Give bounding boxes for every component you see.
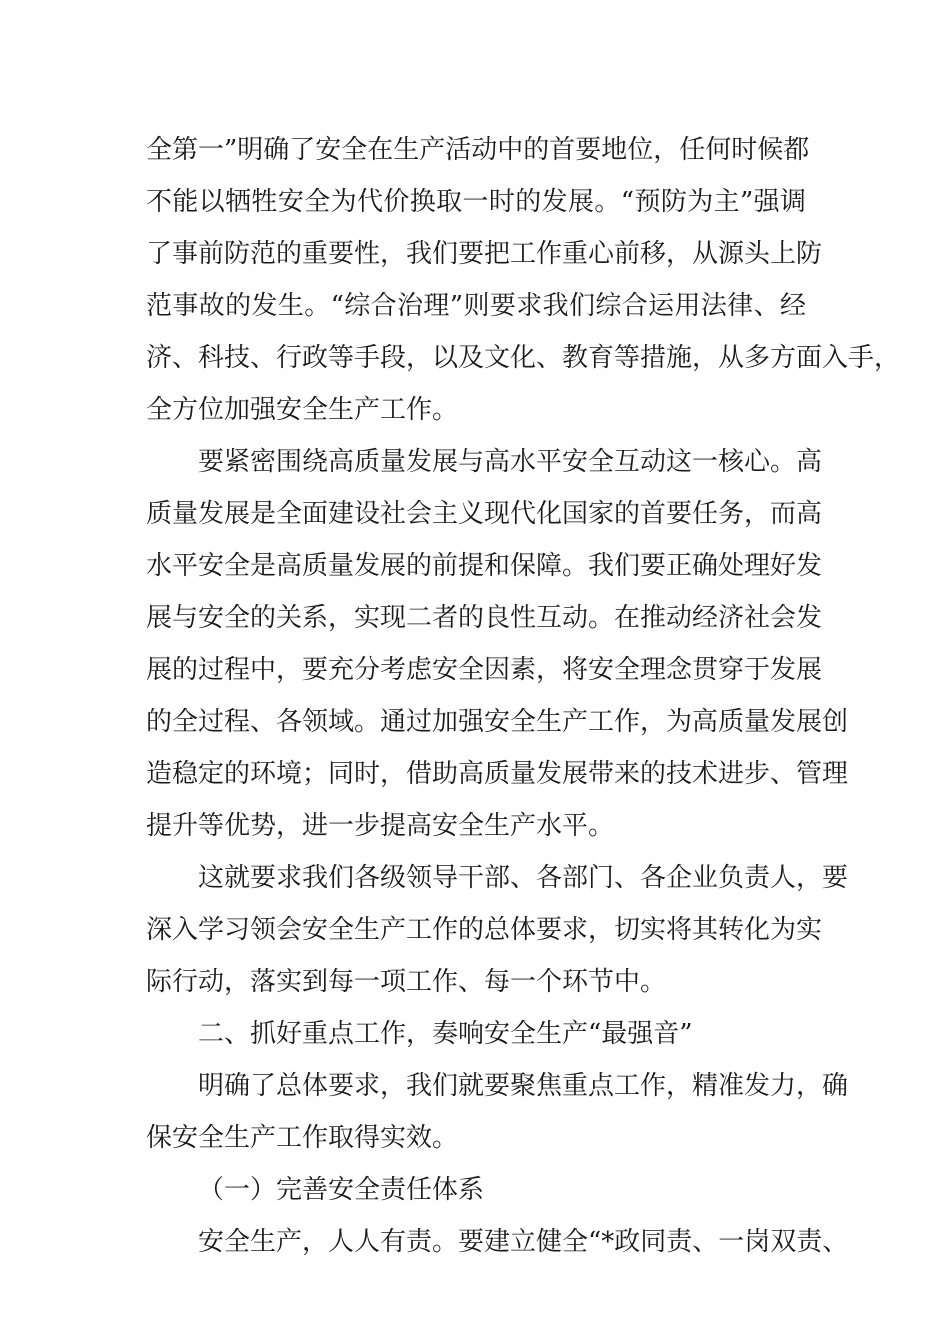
paragraph-line: 展的过程中，要充分考虑安全因素，将安全理念贯穿于发展 <box>146 655 823 685</box>
document-body <box>146 124 901 1268</box>
paragraph-line: 造稳定的环境；同时，借助高质量发展带来的技术进步、管理 <box>146 759 849 789</box>
paragraph-line: 这就要求我们各级领导干部、各部门、各企业负责人，要 <box>198 863 849 893</box>
paragraph-line: 明确了总体要求，我们就要聚焦重点工作，精准发力，确 <box>198 1071 849 1101</box>
paragraph-line: 安全生产，人人有责。要建立健全“*政同责、一岗双责、 <box>198 1227 849 1257</box>
paragraph-line: 要紧密围绕高质量发展与高水平安全互动这一核心。高 <box>198 447 823 477</box>
paragraph-line: 保安全生产工作取得实效。 <box>146 1123 459 1153</box>
paragraph-line: 际行动，落实到每一项工作、每一个环节中。 <box>146 967 667 997</box>
subsection-heading: （一）完善安全责任体系 <box>198 1175 485 1205</box>
paragraph-line: 范事故的发生。“综合治理”则要求我们综合运用法律、经 <box>146 291 806 321</box>
paragraph-line: 提升等优势，进一步提高安全生产水平。 <box>146 811 615 841</box>
paragraph-line: 水平安全是高质量发展的前提和保障。我们要正确处理好发 <box>146 551 823 581</box>
paragraph-line: 全第一”明确了安全在生产活动中的首要地位，任何时候都 <box>146 135 810 165</box>
paragraph-line: 展与安全的关系，实现二者的良性互动。在推动经济社会发 <box>146 603 823 633</box>
paragraph-line: 了事前防范的重要性，我们要把工作重心前移，从源头上防 <box>146 239 823 269</box>
paragraph-line: 深入学习领会安全生产工作的总体要求，切实将其转化为实 <box>146 915 823 945</box>
paragraph-line: 济、科技、行政等手段，以及文化、教育等措施，从多方面入手， <box>146 343 901 373</box>
paragraph-line: 的全过程、各领域。通过加强安全生产工作，为高质量发展创 <box>146 707 849 737</box>
section-heading: 二、抓好重点工作，奏响安全生产“最强音” <box>198 1019 693 1049</box>
paragraph-line: 质量发展是全面建设社会主义现代化国家的首要任务，而高 <box>146 499 823 529</box>
paragraph-line: 不能以牺牲安全为代价换取一时的发展。“预防为主”强调 <box>146 187 806 217</box>
paragraph-line: 全方位加强安全生产工作。 <box>146 395 459 425</box>
